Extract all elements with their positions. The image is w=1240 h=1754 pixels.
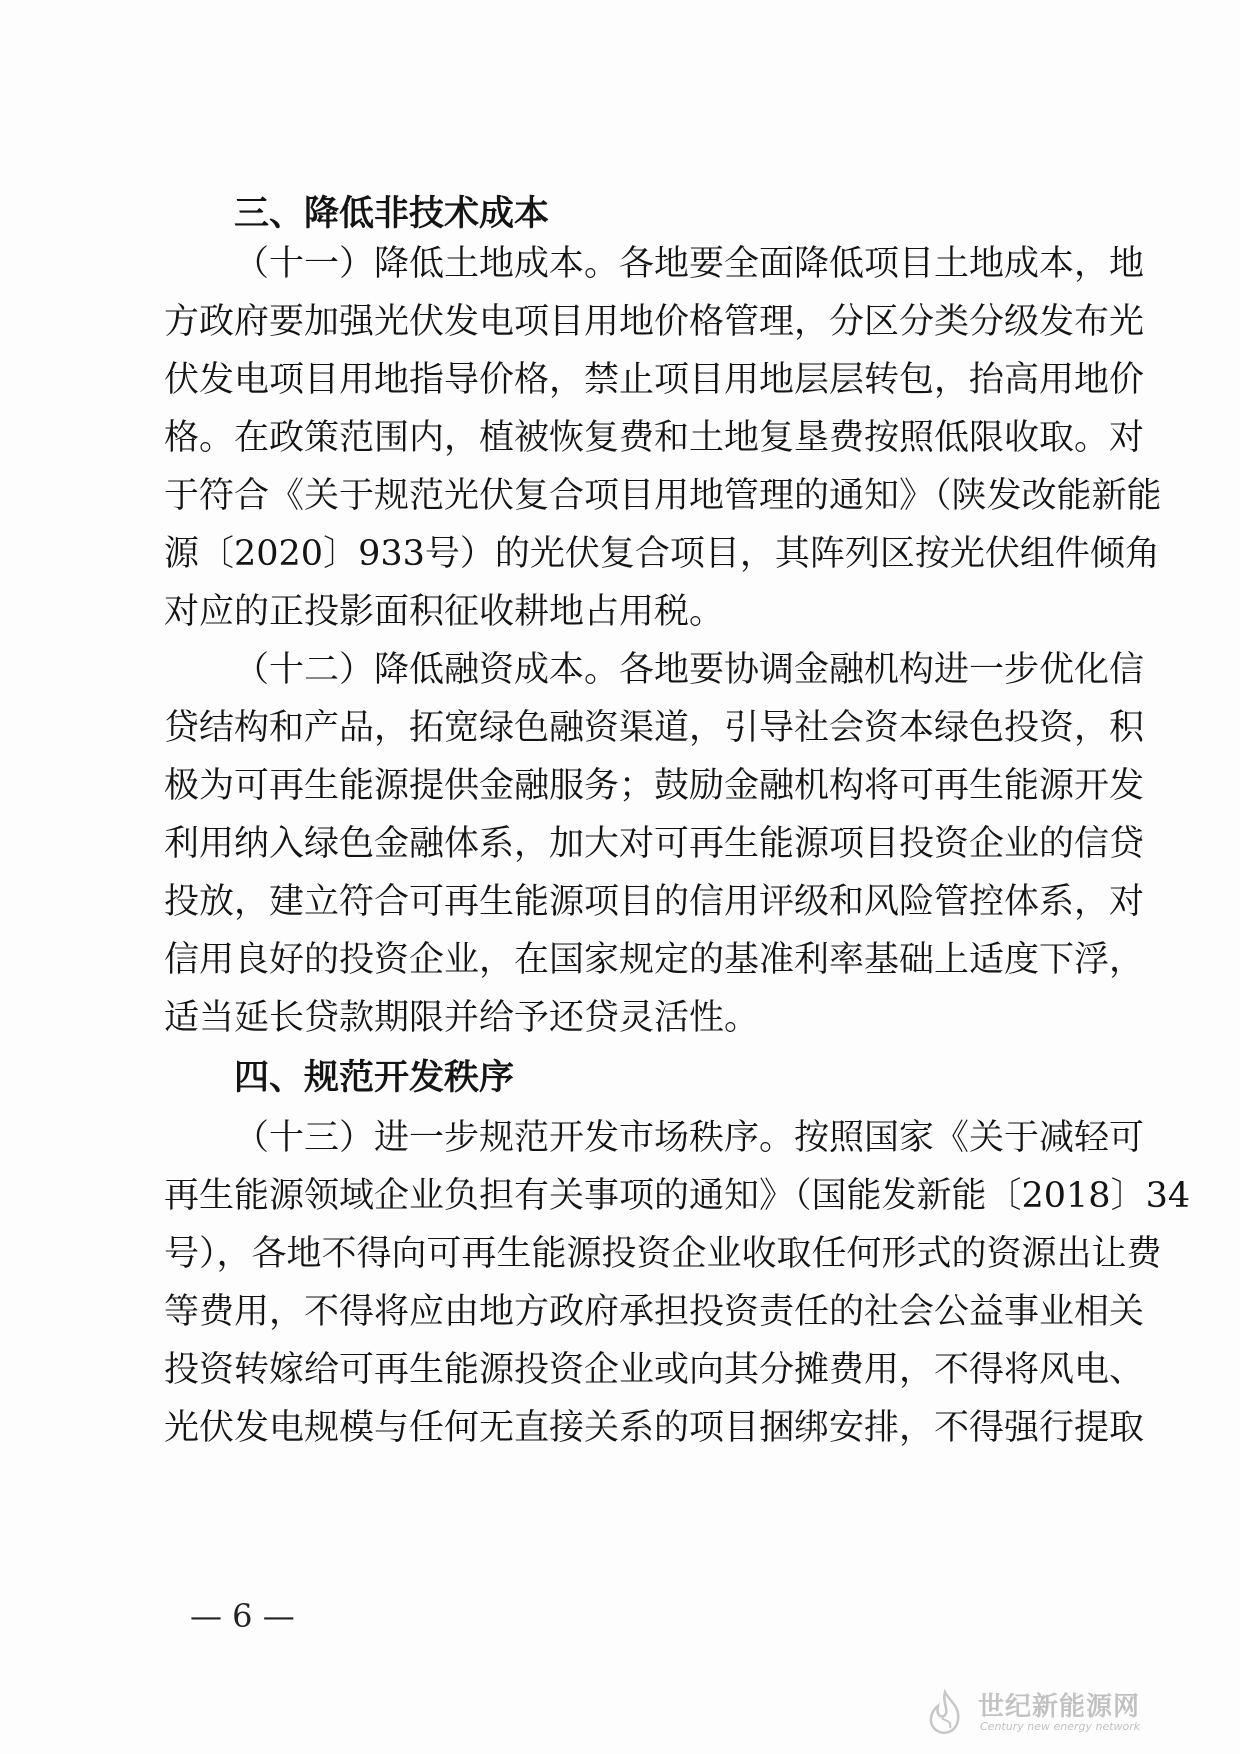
flame-logo-icon [920, 1688, 970, 1738]
watermark-title: 世纪新能源网 [978, 1692, 1141, 1722]
paragraph-line: 投资转嫁给可再生能源投资企业或向其分摊费用，不得将风电、 [164, 1350, 1145, 1390]
paragraph-line: 对应的正投影面积征收耕地占用税。 [164, 592, 725, 632]
paragraph-line: （十三）进一步规范开发市场秩序。按照国家《关于减轻可 [234, 1118, 1145, 1158]
paragraph-line: 再生能源领域企业负担有关事项的通知》（国能发新能〔2018〕34 [164, 1176, 1191, 1216]
watermark-subtitle: Century new energy network [980, 1720, 1141, 1733]
paragraph-line: （十二）降低融资成本。各地要协调金融机构进一步优化信 [234, 650, 1145, 690]
section-heading-3: 三、降低非技术成本 [234, 194, 550, 234]
paragraph-line: 方政府要加强光伏发电项目用地价格管理，分区分类分级发布光 [164, 302, 1145, 342]
section-heading-4: 四、规范开发秩序 [234, 1058, 515, 1098]
paragraph-line: 适当延长贷款期限并给予还贷灵活性。 [164, 998, 760, 1038]
paragraph-line: 伏发电项目用地指导价格，禁止项目用地层层转包，抬高用地价 [164, 360, 1145, 400]
paragraph-line: 格。在政策范围内，植被恢复费和土地复垦费按照低限收取。对 [164, 418, 1145, 458]
paragraph-line: 源〔2020〕933号）的光伏复合项目，其阵列区按光伏组件倾角 [164, 534, 1160, 574]
paragraph-line: 于符合《关于规范光伏复合项目用地管理的通知》（陕发改能新能 [164, 476, 1162, 516]
paragraph-line: （十一）降低土地成本。各地要全面降低项目土地成本，地 [234, 244, 1145, 284]
paragraph-line: 信用良好的投资企业，在国家规定的基准利率基础上适度下浮， [164, 940, 1145, 980]
page-number: — 6 — [190, 1597, 295, 1635]
paragraph-line: 光伏发电规模与任何无直接关系的项目捆绑安排，不得强行提取 [164, 1408, 1145, 1448]
paragraph-line: 极为可再生能源提供金融服务；鼓励金融机构将可再生能源开发 [164, 766, 1145, 806]
paragraph-line: 号），各地不得向可再生能源投资企业收取任何形式的资源出让费 [164, 1234, 1162, 1274]
paragraph-line: 投放，建立符合可再生能源项目的信用评级和风险管控体系，对 [164, 882, 1145, 922]
paragraph-line: 等费用，不得将应由地方政府承担投资责任的社会公益事业相关 [164, 1292, 1145, 1332]
watermark [920, 1684, 1220, 1740]
paragraph-line: 贷结构和产品，拓宽绿色融资渠道，引导社会资本绿色投资，积 [164, 708, 1145, 748]
paragraph-line: 利用纳入绿色金融体系，加大对可再生能源项目投资企业的信贷 [164, 824, 1145, 864]
